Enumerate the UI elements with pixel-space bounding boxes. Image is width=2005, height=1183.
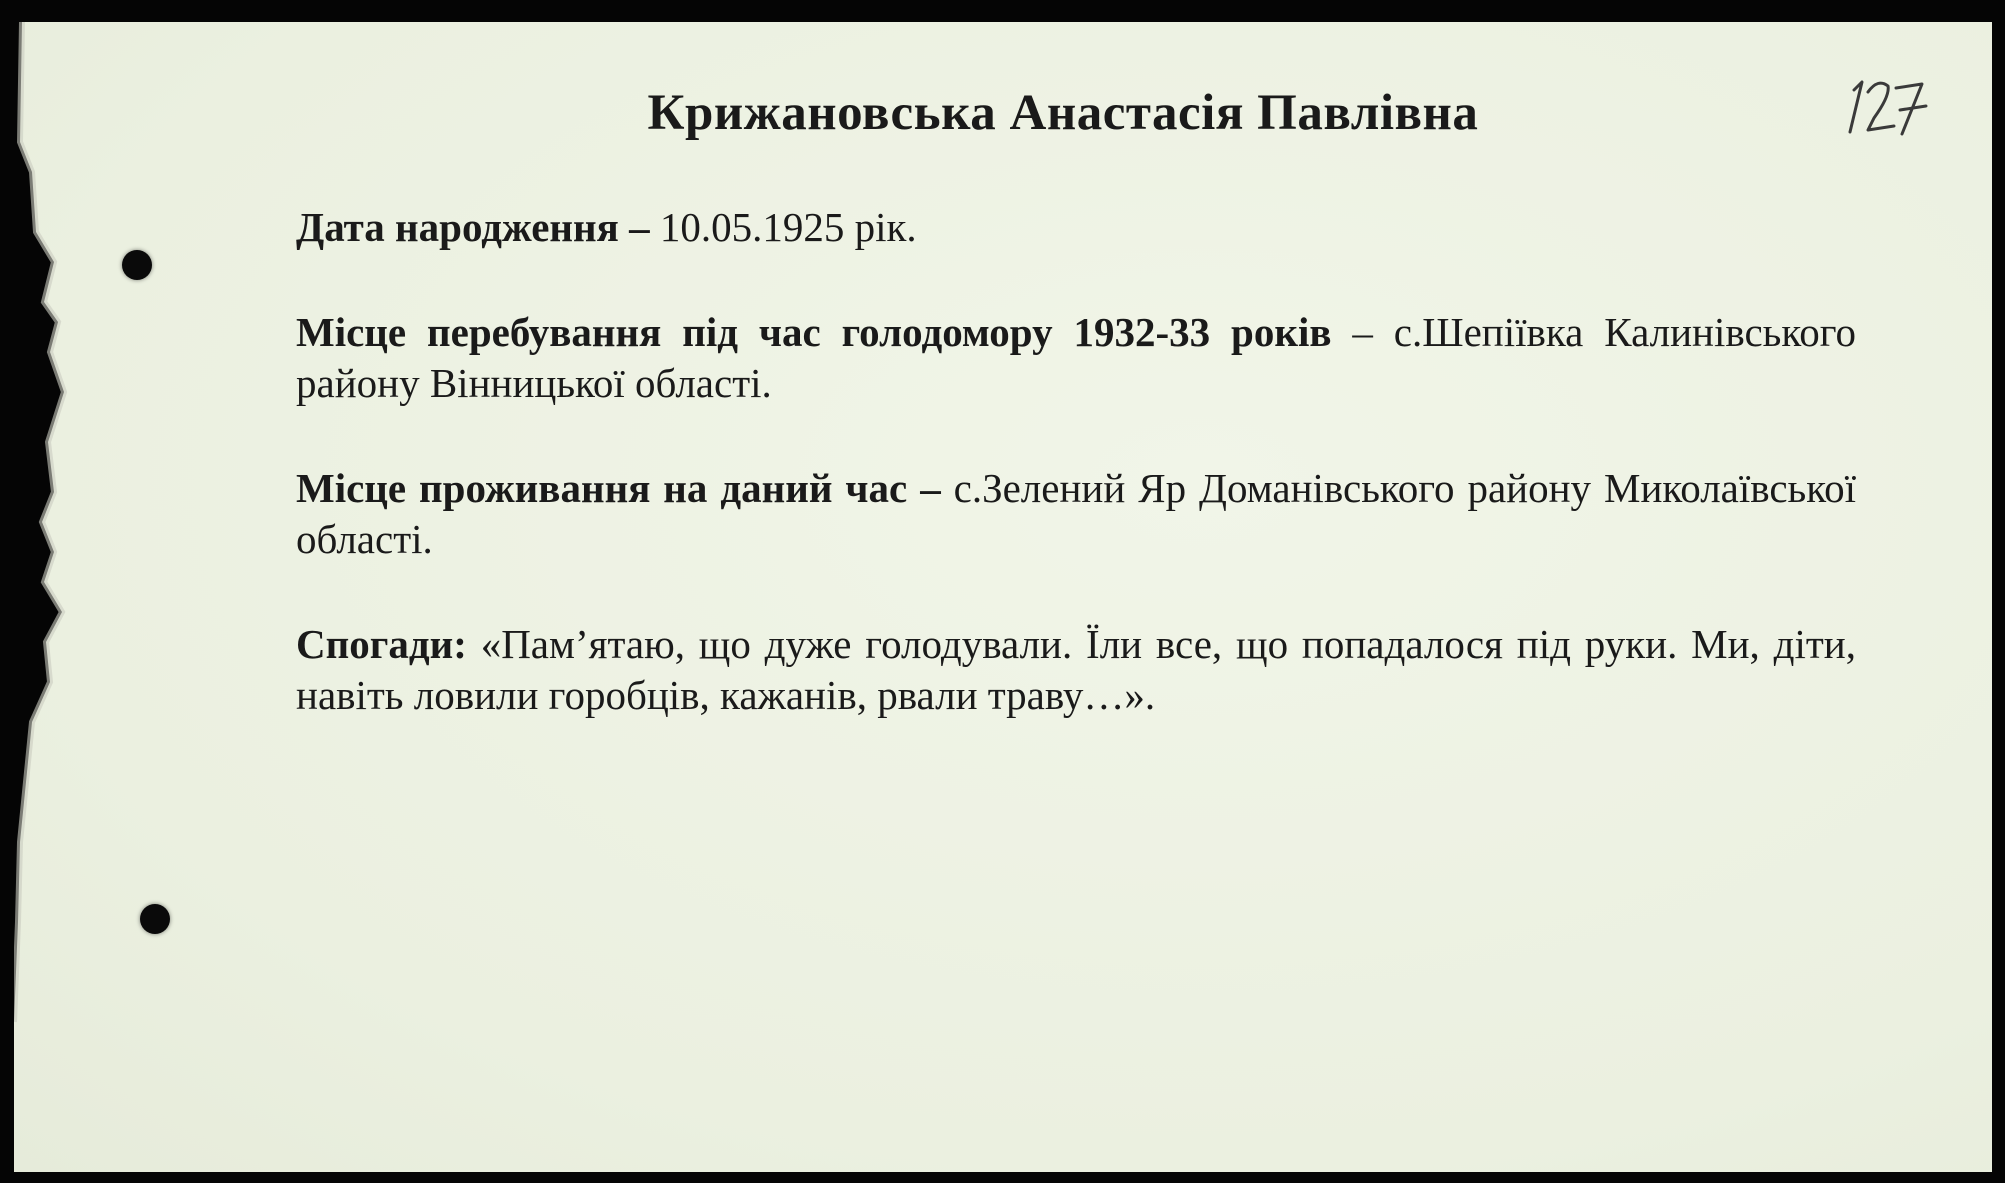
birth-date-label: Дата народження <box>296 204 619 250</box>
memories-label: Спогади: <box>296 621 467 667</box>
famine-location-separator: – <box>1331 309 1394 355</box>
current-residence-value: с.Зелений Яр Доманівського району Миколаївської області. <box>296 465 1856 562</box>
memories-field <box>296 619 1856 721</box>
memories-value: «Пам’ятаю, що дуже голодували. Їли все, що попадалося під руки. Ми, діти, навіть ловили горобців, кажанів, рвали траву…». <box>296 621 1856 718</box>
birth-date-separator: – <box>618 204 660 250</box>
torn-left-edge <box>14 22 104 1172</box>
card-body <box>296 202 1856 775</box>
famine-location-field <box>296 307 1856 409</box>
memories-separator <box>467 621 481 667</box>
birth-date-field <box>296 202 1856 253</box>
punch-hole-bottom <box>140 904 170 934</box>
famine-location-value: с.Шепіївка Калинівського району Вінницької області. <box>296 309 1857 406</box>
birth-date-value: 10.05.1925 рік. <box>659 204 917 250</box>
person-name-title: Крижановська Анастасія Павлівна <box>647 85 1479 141</box>
current-residence-label: Місце проживання на даний час <box>296 465 908 511</box>
famine-location-label: Місце перебування під час голодомору 1932-33 років <box>296 309 1332 355</box>
current-residence-separator: – <box>907 465 954 511</box>
current-residence-field <box>296 463 1856 565</box>
archive-card <box>14 22 1992 1172</box>
punch-hole-top <box>122 250 152 280</box>
